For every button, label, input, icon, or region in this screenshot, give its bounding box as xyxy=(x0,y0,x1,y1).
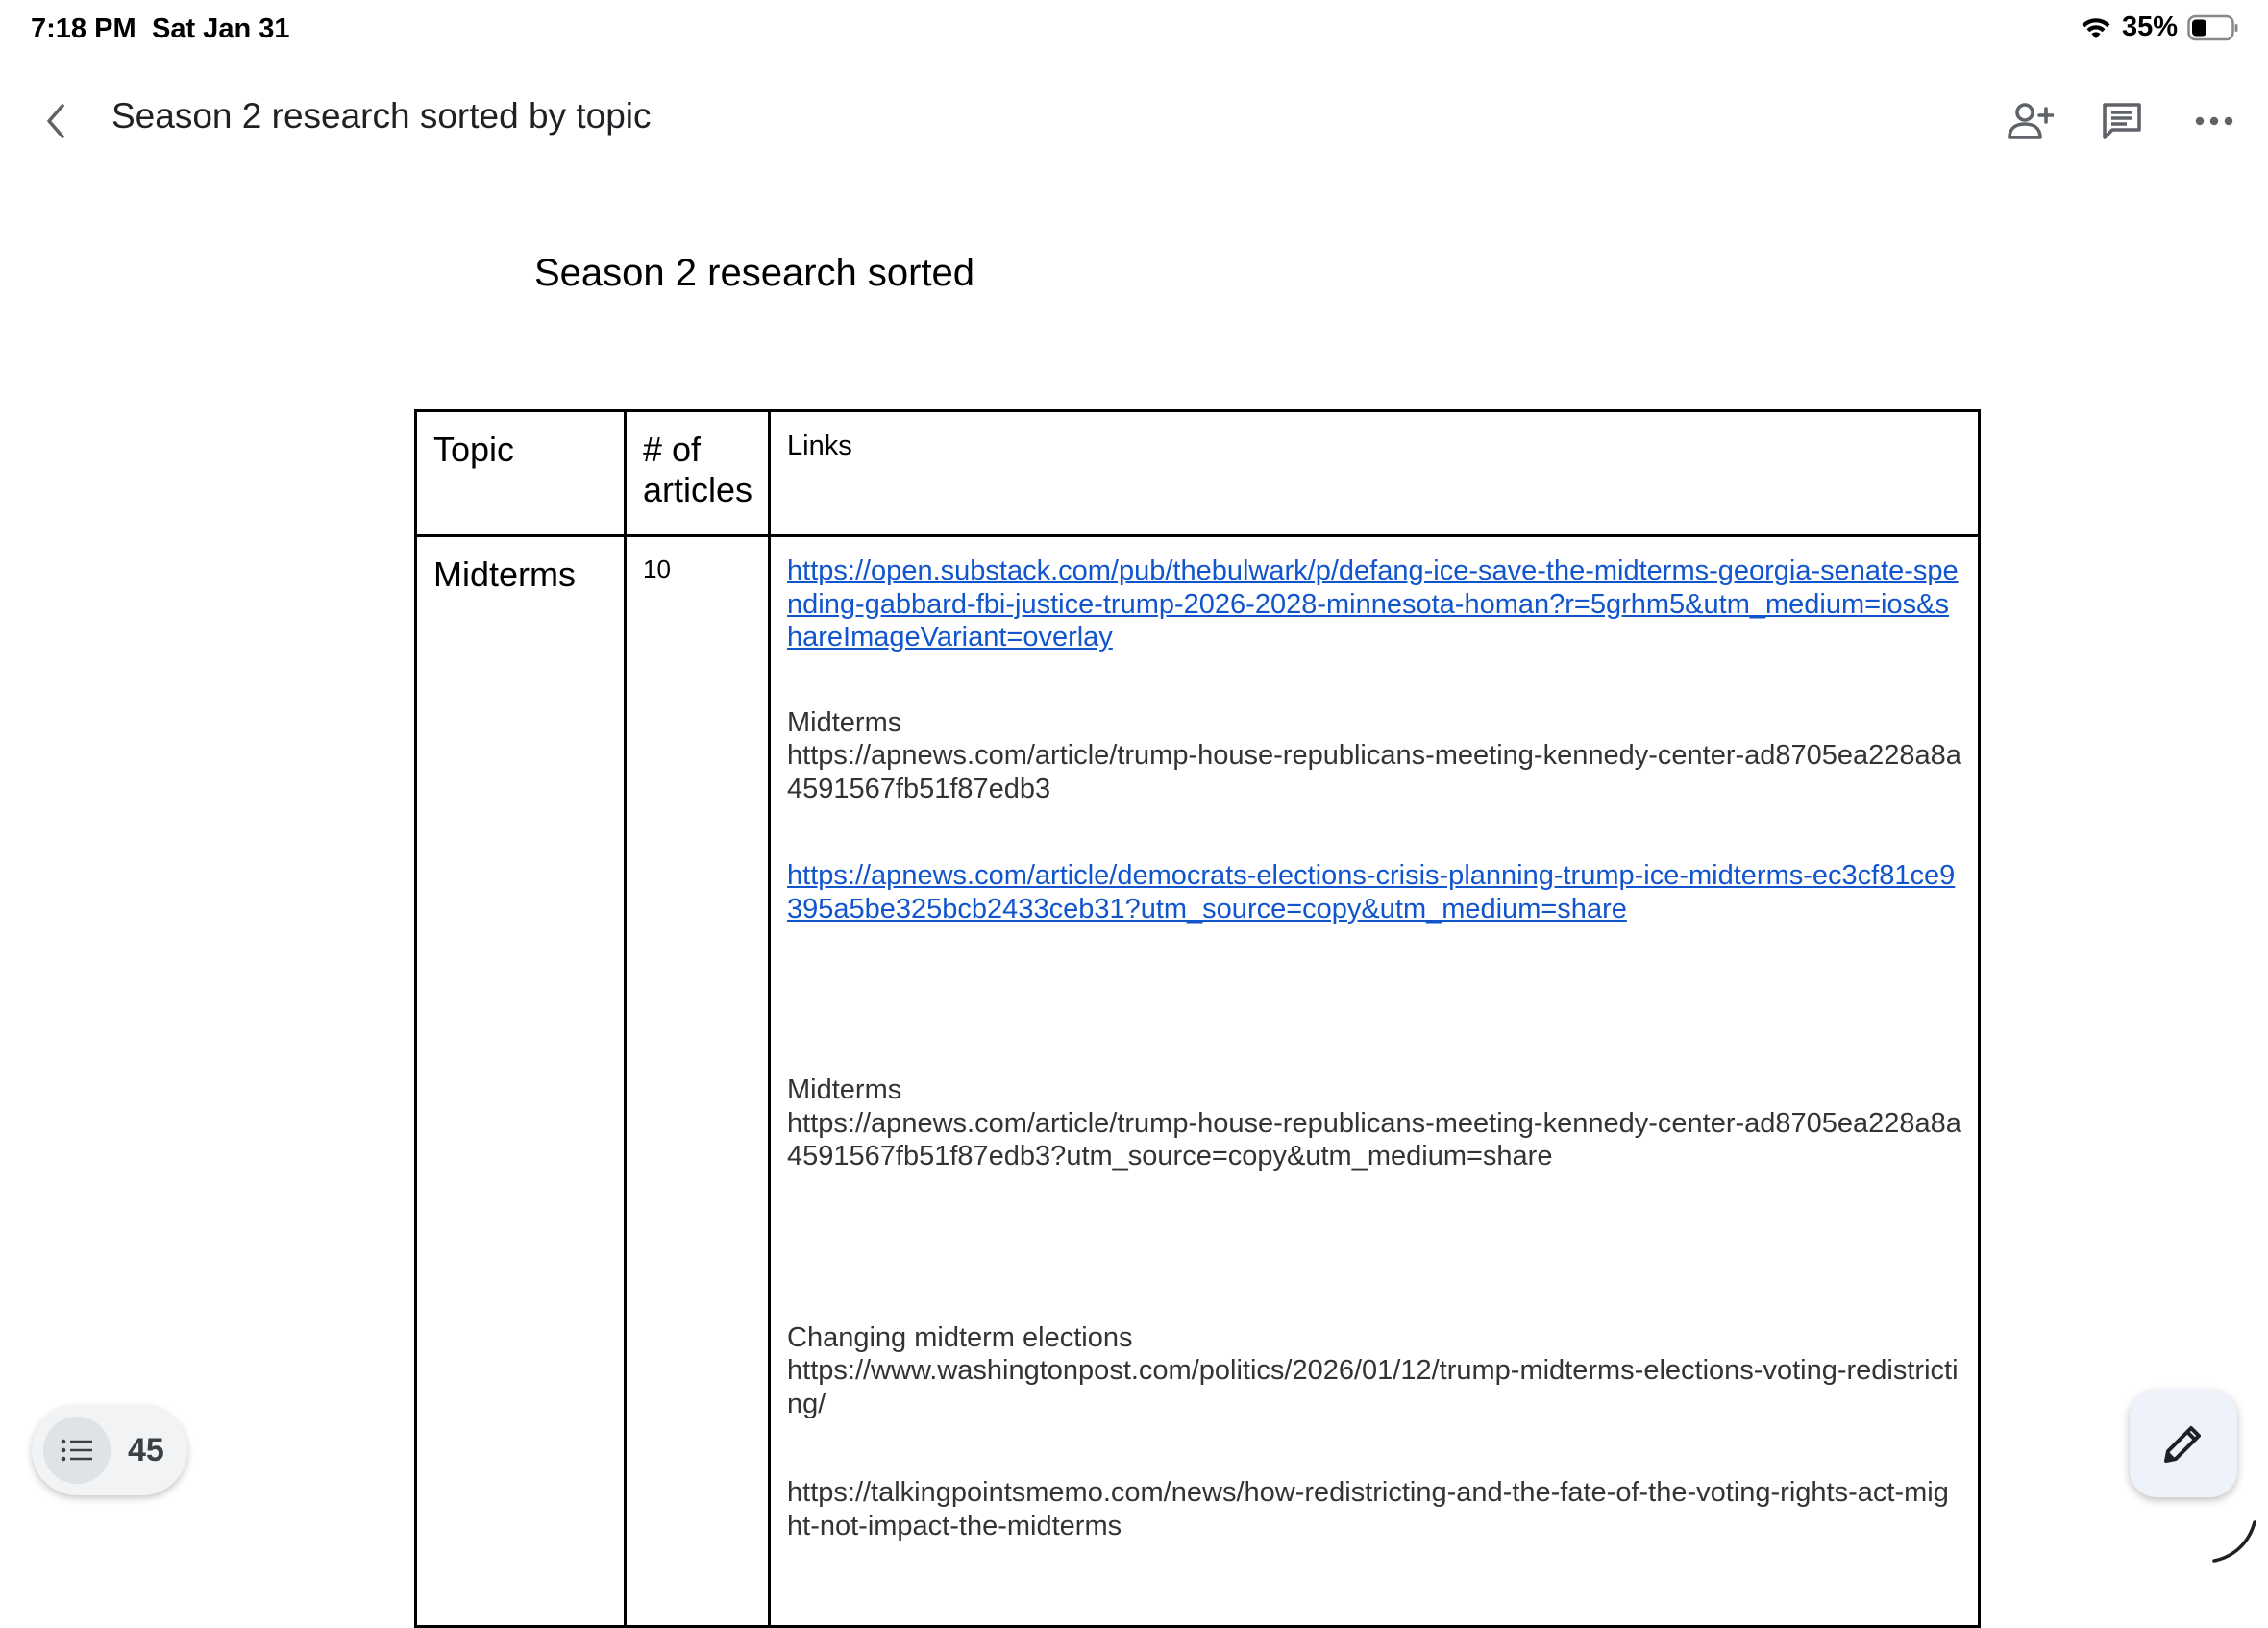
entry-url-text: https://apnews.com/article/trump-house-republicans-meeting-kennedy-center-ad8705ea228a8a4591567fb51f87edb3 xyxy=(787,740,1961,804)
cell-links[interactable] xyxy=(770,536,1980,1627)
battery-percentage: 35% xyxy=(2121,12,2178,42)
chevron-left-icon xyxy=(43,102,68,140)
edit-button[interactable] xyxy=(2130,1390,2237,1497)
link-entry xyxy=(787,1321,1962,1421)
battery-icon xyxy=(2187,14,2239,41)
scroll-corner-mark xyxy=(2210,1518,2258,1566)
status-bar xyxy=(0,0,2268,60)
cell-count[interactable]: 10 xyxy=(626,536,770,1627)
outline-icon-container xyxy=(43,1417,111,1484)
comment-icon xyxy=(2101,101,2143,141)
link-entry xyxy=(787,859,1962,925)
wifi-icon xyxy=(2080,15,2112,40)
back-button[interactable] xyxy=(35,94,77,148)
table-header-row xyxy=(416,411,1980,536)
article-link[interactable]: https://apnews.com/article/democrats-elections-crisis-planning-trump-ice-midterms-ec3cf81ce9395a5be325bcb2433ceb31?utm_source=copy&utm_medium=share xyxy=(787,860,1956,925)
link-entry xyxy=(787,1476,1962,1542)
cell-topic[interactable]: Midterms xyxy=(416,536,626,1627)
entry-url-text: https://apnews.com/article/trump-house-republicans-meeting-kennedy-center-ad8705ea228a8a4591567fb51f87edb3?utm_source=copy&utm_medium=share xyxy=(787,1107,1961,1172)
comments-button[interactable] xyxy=(2093,92,2151,150)
list-icon xyxy=(61,1439,93,1462)
pencil-icon xyxy=(2160,1420,2206,1467)
article-link[interactable]: https://open.substack.com/pub/thebulwark/p/defang-ice-save-the-midterms-georgia-senate-spending-gabbard-fbi-justice-trump-2026-2028-minnesota-homan?r=5grhm5&utm_medium=ios&shareImageVariant=overlay xyxy=(787,555,1959,653)
status-time: 7:18 PM xyxy=(31,13,136,44)
link-entry xyxy=(787,1073,1962,1173)
more-options-button[interactable] xyxy=(2185,92,2243,150)
table-row xyxy=(416,536,1980,1627)
status-date: Sat Jan 31 xyxy=(152,13,290,44)
entry-label: Midterms xyxy=(787,706,902,738)
add-person-icon xyxy=(2006,101,2054,141)
entry-label: Changing midterm elections xyxy=(787,1321,1133,1353)
link-entry xyxy=(787,706,1962,806)
header-topic[interactable]: Topic xyxy=(416,411,626,536)
document-title: Season 2 research sorted by topic xyxy=(111,96,652,136)
research-table xyxy=(414,409,1981,1628)
app-bar xyxy=(0,77,2268,163)
status-indicators xyxy=(2080,12,2239,43)
more-horizontal-icon xyxy=(2195,115,2233,127)
outline-button[interactable] xyxy=(32,1405,187,1495)
document-heading: Season 2 research sorted xyxy=(534,252,975,294)
entry-url-text: https://www.washingtonpost.com/politics/2026/01/12/trump-midterms-elections-voting-redistricting/ xyxy=(787,1355,1959,1419)
entry-url-text: https://talkingpointsmemo.com/news/how-redistricting-and-the-fate-of-the-voting-rights-act-might-not-impact-the-midterms xyxy=(787,1477,1949,1542)
header-count[interactable]: # of articles xyxy=(626,411,770,536)
header-links[interactable]: Links xyxy=(770,411,1980,536)
link-entry xyxy=(787,555,1962,654)
entry-label: Midterms xyxy=(787,1074,902,1105)
share-button[interactable] xyxy=(2001,92,2058,150)
outline-count: 45 xyxy=(128,1431,164,1468)
